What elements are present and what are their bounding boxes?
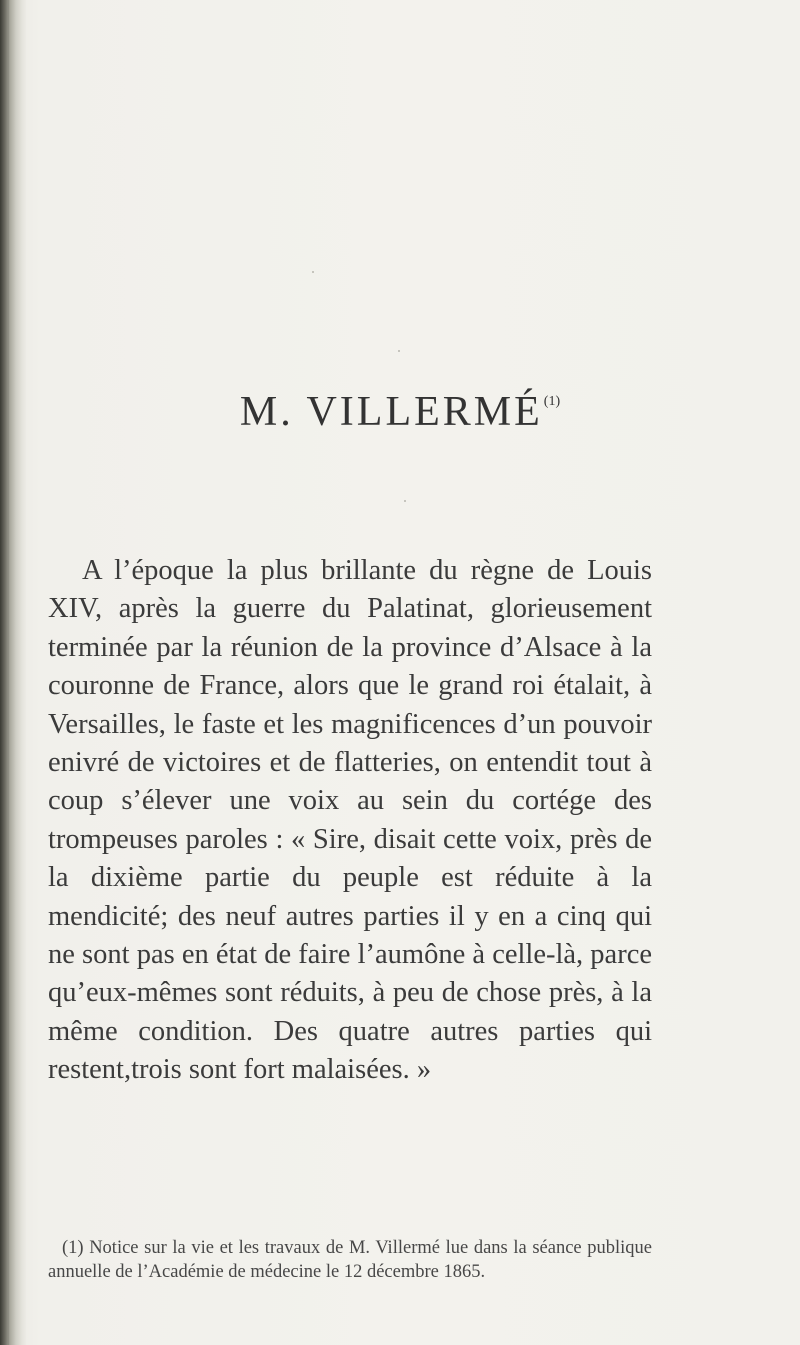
body-text	[48, 552, 652, 1090]
paper-speck	[404, 500, 406, 502]
binding-fold-line	[7, 0, 9, 1345]
paper-speck	[312, 271, 314, 273]
footnote-reference: (1)	[543, 394, 561, 409]
book-binding-edge	[0, 0, 26, 1345]
title-text: M. VILLERMÉ	[239, 389, 543, 435]
page-title	[0, 388, 800, 436]
body-paragraph: A l’époque la plus brillante du règne de Louis XIV, après la guerre du Palatinat, glorieusement terminée par la réunion de la province d’Alsace à la couronne de France, alors que le grand roi étalait, à Versailles, le faste et les magnificences d’un pouvoir enivré de victoires et de flatteries, on entendit tout à coup s’élever une voix au sein du cortége des trompeuses paroles : « Sire, disait cette voix, près de la dixième partie du peuple est réduite à la mendicité; des neuf autres parties il y en a cinq qui ne sont pas en état de faire l’aumône à celle-là, parce qu’eux-mêmes sont réduits, à peu de chose près, à la même condition. Des quatre autres parties qui restent,trois sont fort malaisées. »	[48, 555, 652, 1086]
paper-speck	[398, 350, 400, 352]
footnote-text: (1) Notice sur la vie et les travaux de M. Villermé lue dans la séance publique annuelle de l’Académie de médecine le 12 décembre 1865.	[48, 1238, 652, 1282]
footnote	[48, 1236, 652, 1284]
